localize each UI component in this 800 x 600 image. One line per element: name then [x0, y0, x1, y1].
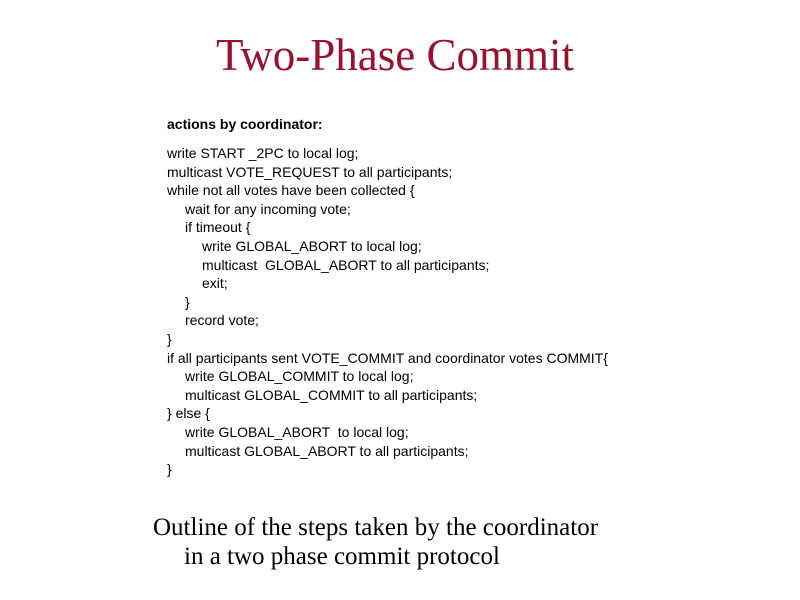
code-line: } — [185, 293, 190, 310]
code-line: multicast GLOBAL_ABORT to all participants; — [202, 256, 490, 273]
code-line: multicast GLOBAL_ABORT to all participants; — [185, 442, 469, 459]
code-line: multicast GLOBAL_COMMIT to all participants; — [185, 386, 478, 403]
code-line: if all participants sent VOTE_COMMIT and coordinator votes COMMIT{ — [167, 349, 608, 366]
code-line: wait for any incoming vote; — [185, 200, 351, 217]
code-line: } else { — [167, 405, 210, 422]
code-line: } — [167, 461, 172, 478]
pseudocode-block — [167, 144, 767, 479]
code-line: if timeout { — [185, 219, 251, 236]
code-line: while not all votes have been collected { — [167, 182, 415, 199]
code-line: write START _2PC to local log; — [167, 145, 359, 161]
code-line: multicast VOTE_REQUEST to all participants; — [167, 163, 453, 180]
code-heading: actions by coordinator: — [167, 116, 323, 132]
code-line: } — [167, 330, 172, 347]
code-line: record vote; — [185, 312, 259, 329]
code-line: write GLOBAL_COMMIT to local log; — [185, 368, 414, 385]
slide-title: Two-Phase Commit — [215, 30, 575, 80]
code-line: write GLOBAL_ABORT to local log; — [202, 237, 422, 254]
code-line: exit; — [202, 275, 228, 292]
caption-line-1: Outline of the steps taken by the coordinator — [153, 514, 599, 541]
caption-line-2: in a two phase commit protocol — [184, 543, 500, 570]
code-line: write GLOBAL_ABORT to local log; — [185, 423, 409, 440]
slide-caption — [153, 513, 598, 571]
